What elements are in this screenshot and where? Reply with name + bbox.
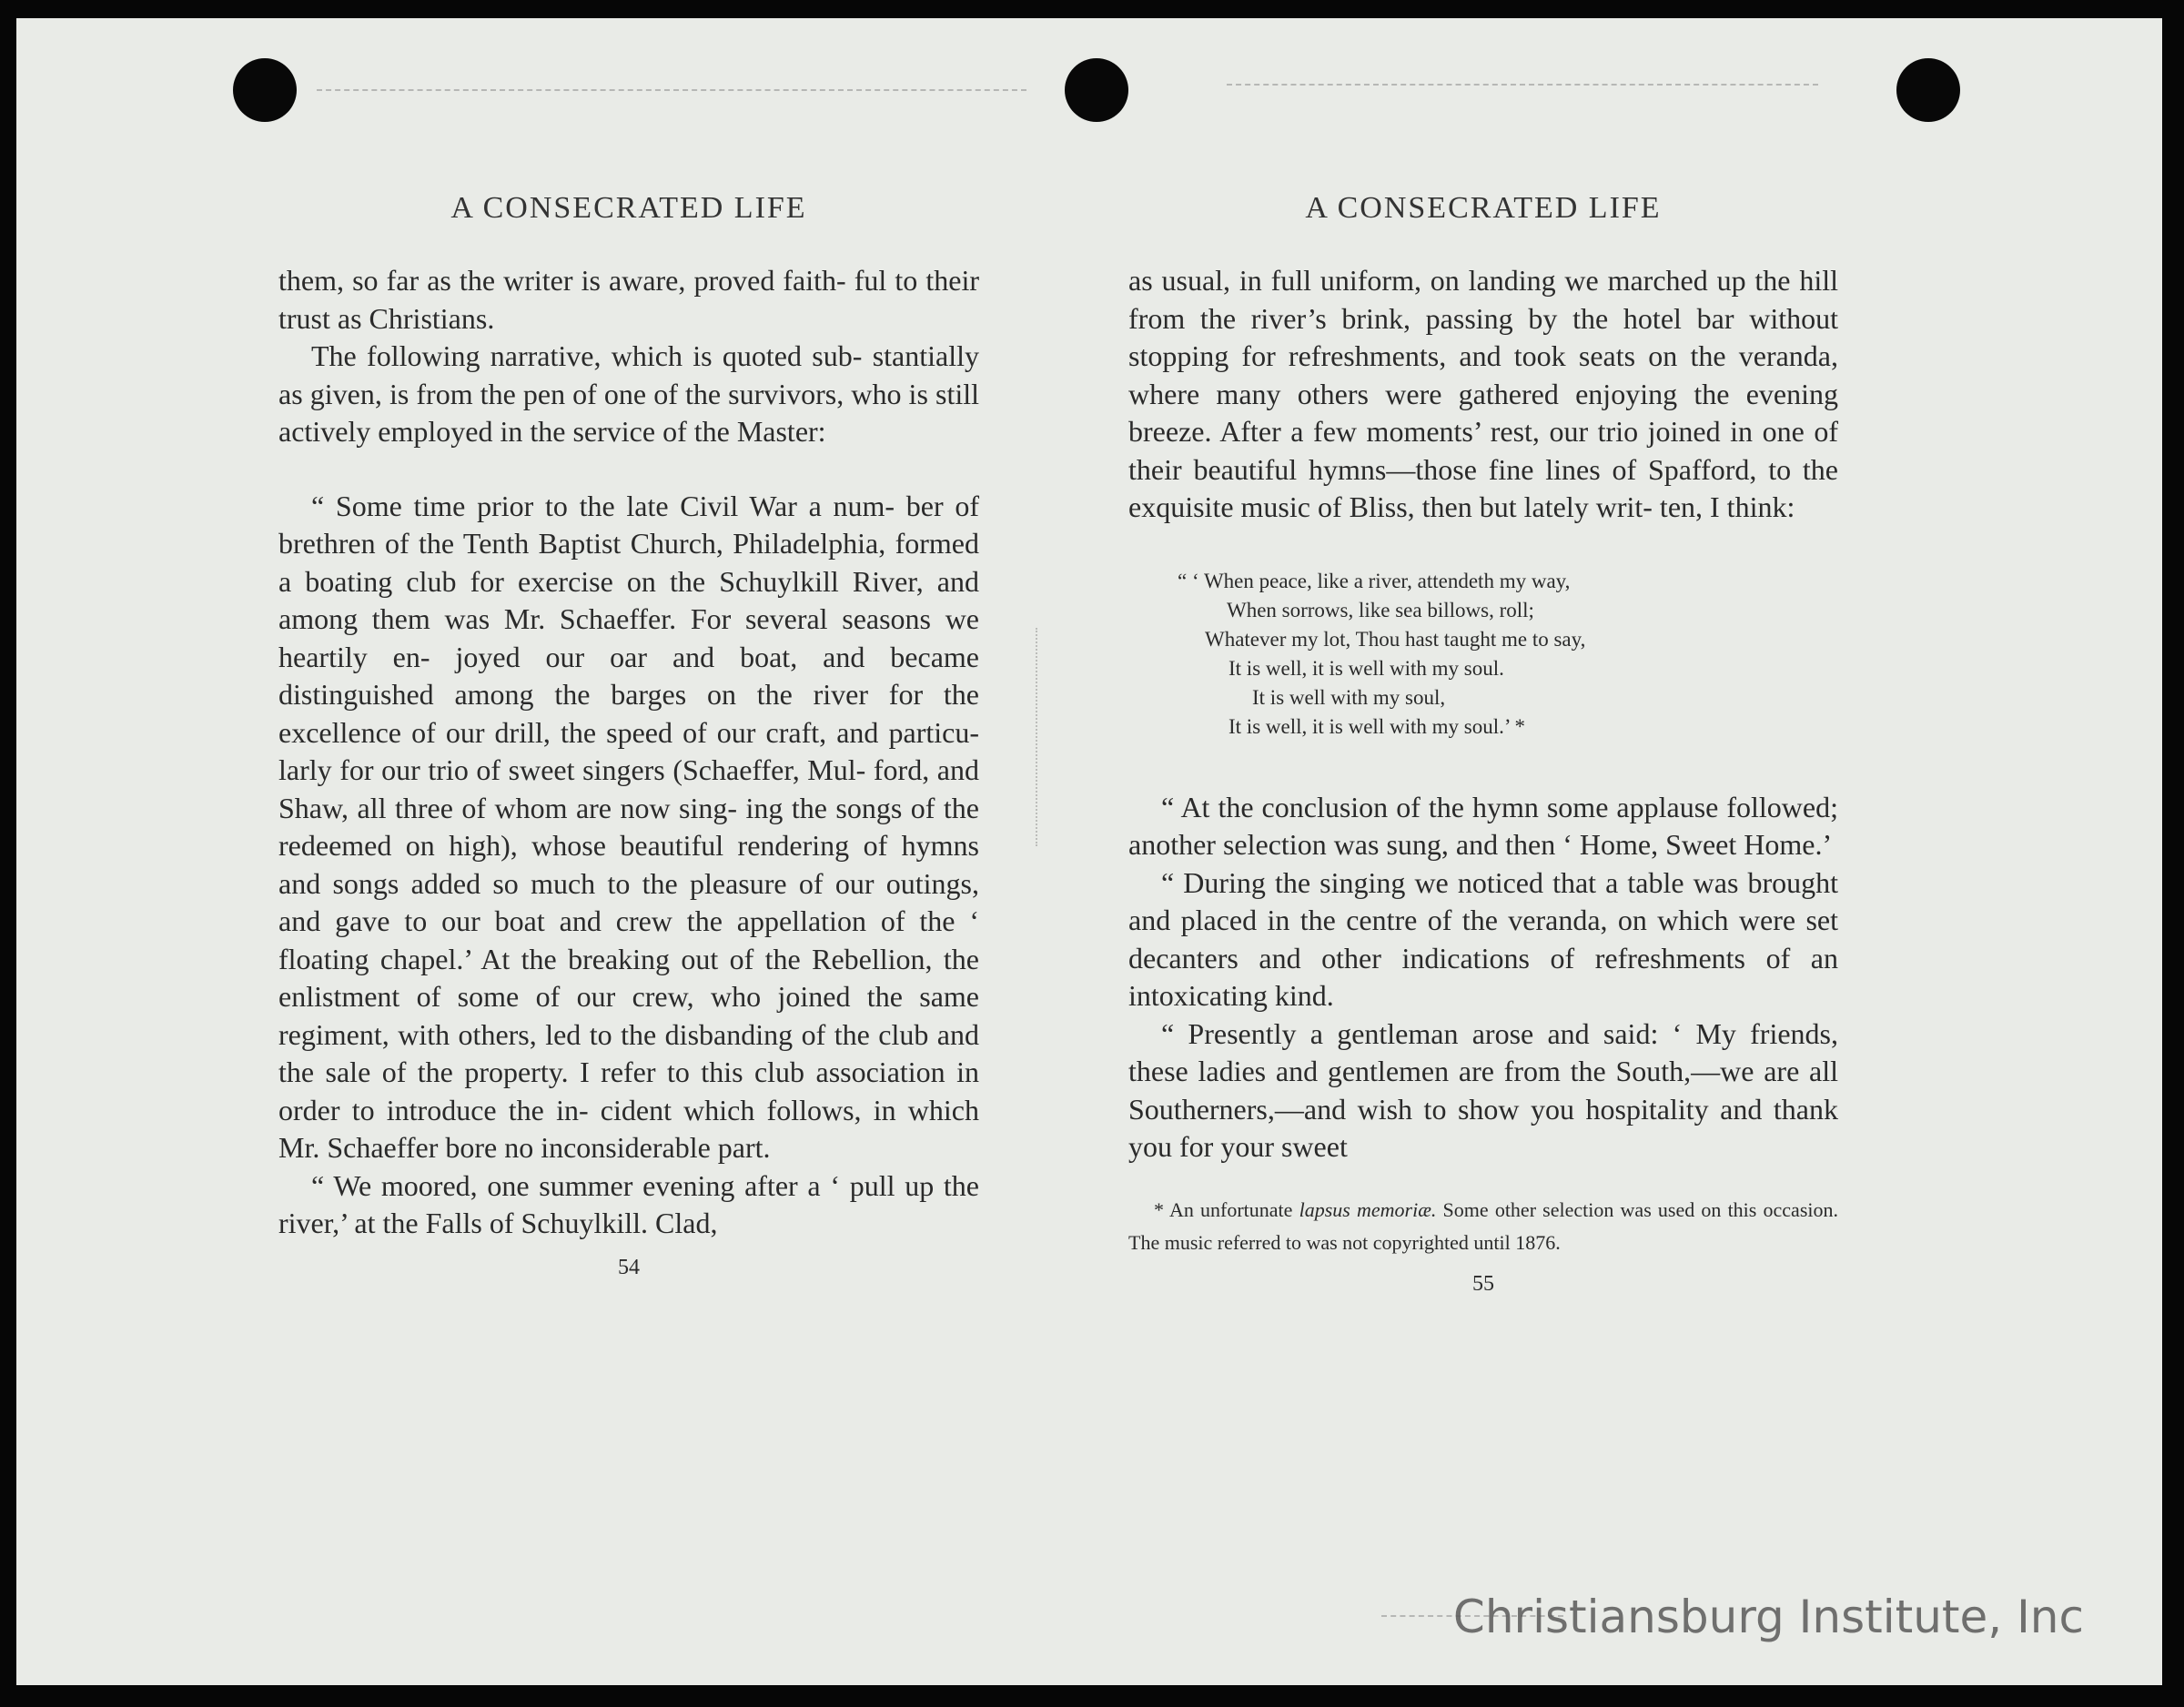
footnote <box>1128 1194 1838 1259</box>
left-page-text <box>278 262 979 1243</box>
watermark-text: Christiansburg Institute, Inc <box>1452 1591 2084 1643</box>
paragraph: “ We moored, one summer evening after a ‘ pull up the river,’ at the Falls of Schuylkill. Clad, <box>278 1168 979 1239</box>
running-head-right: A CONSECRATED LIFE <box>1305 191 1662 225</box>
paragraph: “ Presently a gentleman arose and said: ‘ My friends, these ladies and gentlemen are from the South,—we are all Southerners,—and wish to show you hospitality and thank you for your sweet <box>1128 1016 1838 1163</box>
gutter-mark <box>1036 628 1037 846</box>
binder-hole-right <box>1896 58 1960 122</box>
right-page-text <box>1128 262 1838 527</box>
right-page-text-continued <box>1128 789 1838 1167</box>
paragraph: them, so far as the writer is aware, proved faith- ful to their trust as Christians. <box>278 264 979 335</box>
page-number-left: 54 <box>618 1255 640 1279</box>
verse-line: It is well, it is well with my soul. <box>1228 656 1504 680</box>
verse-line: When sorrows, like sea billows, roll; <box>1227 598 1534 621</box>
verse-line: It is well with my soul, <box>1252 685 1446 709</box>
right-page <box>1128 191 1838 1297</box>
binder-hole-center <box>1065 58 1128 122</box>
hymn-verse <box>1178 567 1838 742</box>
footnote-italic: lapsus memoriæ. <box>1299 1197 1437 1221</box>
paragraph: “ Some time prior to the late Civil War a num- ber of brethren of the Tenth Baptist Church, Philadelphia, formed a boating club for exercise on the Schuylkill River, and among them was Mr. Schaeffer. For several seasons we heartily en- joyed our oar and boat, and became distinguished among the barges on the river for the excellence of our drill, the speed of our craft, and particu- larly for our trio of sweet singers (Schaeffer, Mul- ford, and Shaw, all three of whom are now sing- ing the songs of the redeemed on high), whose beautiful rendering of hymns and songs added so much to the pleasure of our outings, and gave to our boat and crew the appellation of the ‘ floating chapel.’ At the breaking out of the Rebellion, the enlistment of some of our crew, who joined the same regiment, with others, led to the disbanding of the club and the sale of the property. I refer to this club association in order to introduce the in- cident which follows, in which Mr. Schaeffer bore no inconsiderable part. <box>278 489 979 1164</box>
verse-line: It is well, it is well with my soul.’ * <box>1228 714 1526 738</box>
verse-line: Whatever my lot, Thou hast taught me to say, <box>1205 627 1586 651</box>
faint-rule-left <box>317 89 1026 91</box>
paragraph: “ At the conclusion of the hymn some applause followed; another selection was sung, and then ‘ Home, Sweet Home.’ <box>1128 790 1838 861</box>
footnote-prefix: * An unfortunate <box>1154 1197 1299 1221</box>
paragraph: “ During the singing we noticed that a table was brought and placed in the centre of the veranda, on which were set decanters and other indications of refreshments of an intoxicating kind. <box>1128 865 1838 1012</box>
footnote-suffix: Some other selection was used on this occasion. The music referred to was not copyrighted until 1876. <box>1128 1197 1838 1254</box>
running-head-left: A CONSECRATED LIFE <box>450 191 807 225</box>
binder-hole-left <box>233 58 297 122</box>
scanned-sheet <box>16 18 2162 1685</box>
paragraph: The following narrative, which is quoted sub- stantially as given, is from the pen of one of the survivors, who is still actively employed in the service of the Master: <box>278 339 979 448</box>
paragraph: as usual, in full uniform, on landing we marched up the hill from the river’s brink, passing by the hotel bar without stopping for refreshments, and took seats on the veranda, where many others were gathered enjoying the evening breeze. After a few moments’ rest, our trio joined in one of their beautiful hymns—those fine lines of Spafford, to the exquisite music of Bliss, then but lately writ- ten, I think: <box>1128 264 1838 523</box>
faint-rule-right <box>1227 84 1818 86</box>
verse-line: “ ‘ When peace, like a river, attendeth my way, <box>1178 569 1571 592</box>
left-page <box>278 191 979 1280</box>
page-number-right: 55 <box>1472 1271 1494 1296</box>
